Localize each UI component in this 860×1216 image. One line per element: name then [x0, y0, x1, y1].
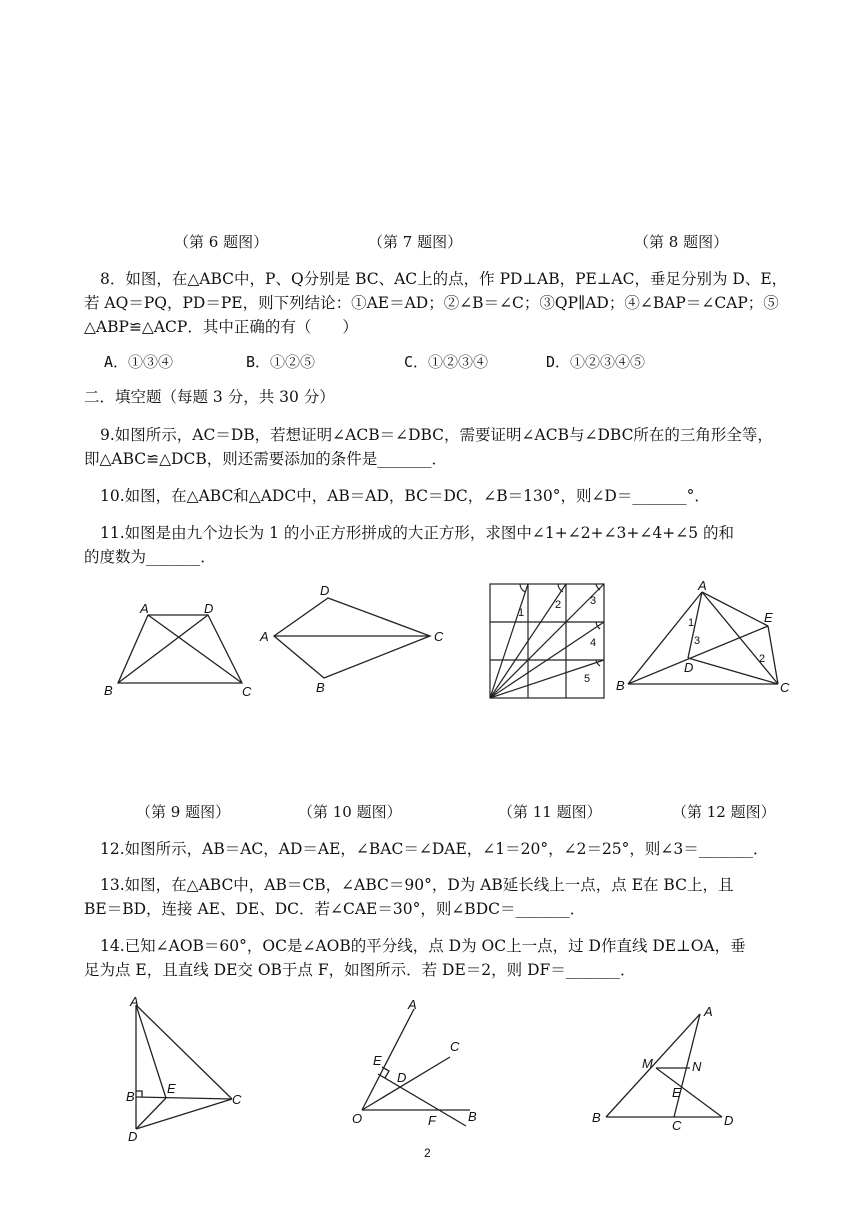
fig12-label-b: B	[616, 678, 625, 693]
fig14-label-a: A	[408, 997, 417, 1012]
fig14-label-b: B	[468, 1109, 477, 1124]
caption-fig12: （第 12 题图）	[672, 803, 776, 821]
fig15-label-m: M	[642, 1056, 653, 1071]
fig11-angle-4: 4	[590, 637, 597, 649]
fig13-label-e: E	[167, 1081, 176, 1096]
fig13-label-b: B	[126, 1089, 135, 1104]
q8-line1: 8．如图，在△ABC中，P、Q分别是 BC、AC上的点，作 PD⊥AB，PE⊥AC，垂足分别为 D、E，	[100, 270, 788, 288]
q8-option-a: A．①③④	[104, 353, 174, 371]
fig9-label-c: C	[242, 684, 252, 699]
fig15-label-c: C	[672, 1118, 682, 1133]
q10-text: 10.如图，在△ABC和△ADC中，AB＝AD，BC＝DC，∠B＝130°，则∠D＝_______°．	[100, 487, 710, 505]
fig12-angle-3: 3	[694, 635, 701, 647]
fig13-label-d: D	[128, 1129, 138, 1144]
q11-line1: 11.如图是由九个边长为 1 的小正方形拼成的大正方形，求图中∠1+∠2+∠3+∠4+∠5 的和	[100, 524, 734, 542]
figure-11	[484, 578, 614, 708]
fig13-label-a: A	[130, 994, 139, 1009]
q12-text: 12.如图所示，AB＝AC，AD＝AE，∠BAC＝∠DAE，∠1＝20°，∠2＝25°，则∠3＝_______．	[100, 840, 769, 858]
fig9-label-a: A	[140, 601, 149, 616]
fig14-label-f: F	[428, 1113, 436, 1128]
fig10-label-d: D	[320, 583, 330, 598]
figure-9	[100, 595, 260, 705]
fig12-angle-1: 1	[688, 617, 695, 629]
fig12-label-d: D	[684, 660, 694, 675]
fig15-label-b: B	[592, 1110, 601, 1125]
fig11-angle-3: 3	[590, 595, 597, 607]
fig15-label-d: D	[724, 1113, 734, 1128]
fig9-label-d: D	[204, 601, 214, 616]
figure-12	[612, 580, 802, 700]
caption-fig7: （第 7 题图）	[368, 233, 463, 251]
fig14-label-o: O	[352, 1111, 363, 1126]
q9-line2: 即△ABC≌△DCB，则还需要添加的条件是_______．	[84, 450, 447, 468]
q11-line2: 的度数为_______．	[84, 548, 216, 566]
fig9-label-b: B	[104, 683, 113, 698]
figure-13	[120, 995, 260, 1145]
fig11-angle-1: 1	[518, 607, 525, 619]
section-heading: 二．填空题（每题 3 分，共 30 分）	[84, 388, 335, 406]
fig14-label-c: C	[450, 1039, 460, 1054]
caption-fig9: （第 9 题图）	[136, 803, 231, 821]
q13-line2: BE＝BD，连接 AE、DE、DC．若∠CAE＝30°，则∠BDC＝_______．	[84, 900, 586, 918]
q8-option-c: C．①②③④	[404, 353, 489, 371]
fig10-label-b: B	[316, 680, 325, 695]
q14-line2: 足为点 E，且直线 DE交 OB于点 F，如图所示．若 DE＝2，则 DF＝_______．	[84, 961, 636, 979]
q8-option-b: B．①②⑤	[246, 353, 316, 371]
fig12-label-c: C	[780, 680, 790, 695]
q14-line1: 14.已知∠AOB＝60°，OC是∠AOB的平分线，点 D为 OC上一点，过 D作直线 DE⊥OA，垂	[100, 937, 746, 955]
fig11-angle-2: 2	[555, 599, 562, 611]
caption-fig10: （第 10 题图）	[298, 803, 402, 821]
q8-option-d: D．①②③④⑤	[546, 353, 646, 371]
figure-10	[258, 580, 458, 700]
fig11-angle-5: 5	[584, 673, 591, 685]
fig15-label-e: E	[672, 1085, 681, 1100]
fig10-label-c: C	[434, 629, 444, 644]
fig12-label-e: E	[764, 610, 773, 625]
fig12-angle-2: 2	[759, 653, 766, 665]
fig15-label-a: A	[704, 1004, 713, 1019]
page-number: 2	[424, 1146, 431, 1160]
caption-fig6: （第 6 题图）	[174, 233, 269, 251]
figure-14	[346, 995, 506, 1135]
caption-fig11: （第 11 题图）	[498, 803, 602, 821]
q13-line1: 13.如图，在△ABC中，AB＝CB，∠ABC＝90°，D为 AB延长线上一点，点 E在 BC上，且	[100, 876, 734, 894]
q8-line3: △ABP≌△ACP．其中正确的有（ ）	[84, 318, 358, 336]
fig13-label-c: C	[232, 1092, 242, 1107]
caption-fig8: （第 8 题图）	[634, 233, 729, 251]
q8-line2: 若 AQ＝PQ，PD＝PE，则下列结论：①AE＝AD；②∠B＝∠C；③QP∥AD；④∠BAP＝∠CAP；⑤	[84, 294, 779, 312]
fig12-label-a: A	[698, 578, 707, 593]
figure-15	[586, 1000, 756, 1133]
fig10-label-a: A	[260, 629, 269, 644]
fig15-label-n: N	[692, 1059, 702, 1074]
fig14-label-e: E	[373, 1053, 382, 1068]
fig14-label-d: D	[397, 1070, 407, 1085]
q9-line1: 9.如图所示，AC＝DB，若想证明∠ACB＝∠DBC，需要证明∠ACB与∠DBC所在的三角形全等，	[100, 426, 773, 444]
